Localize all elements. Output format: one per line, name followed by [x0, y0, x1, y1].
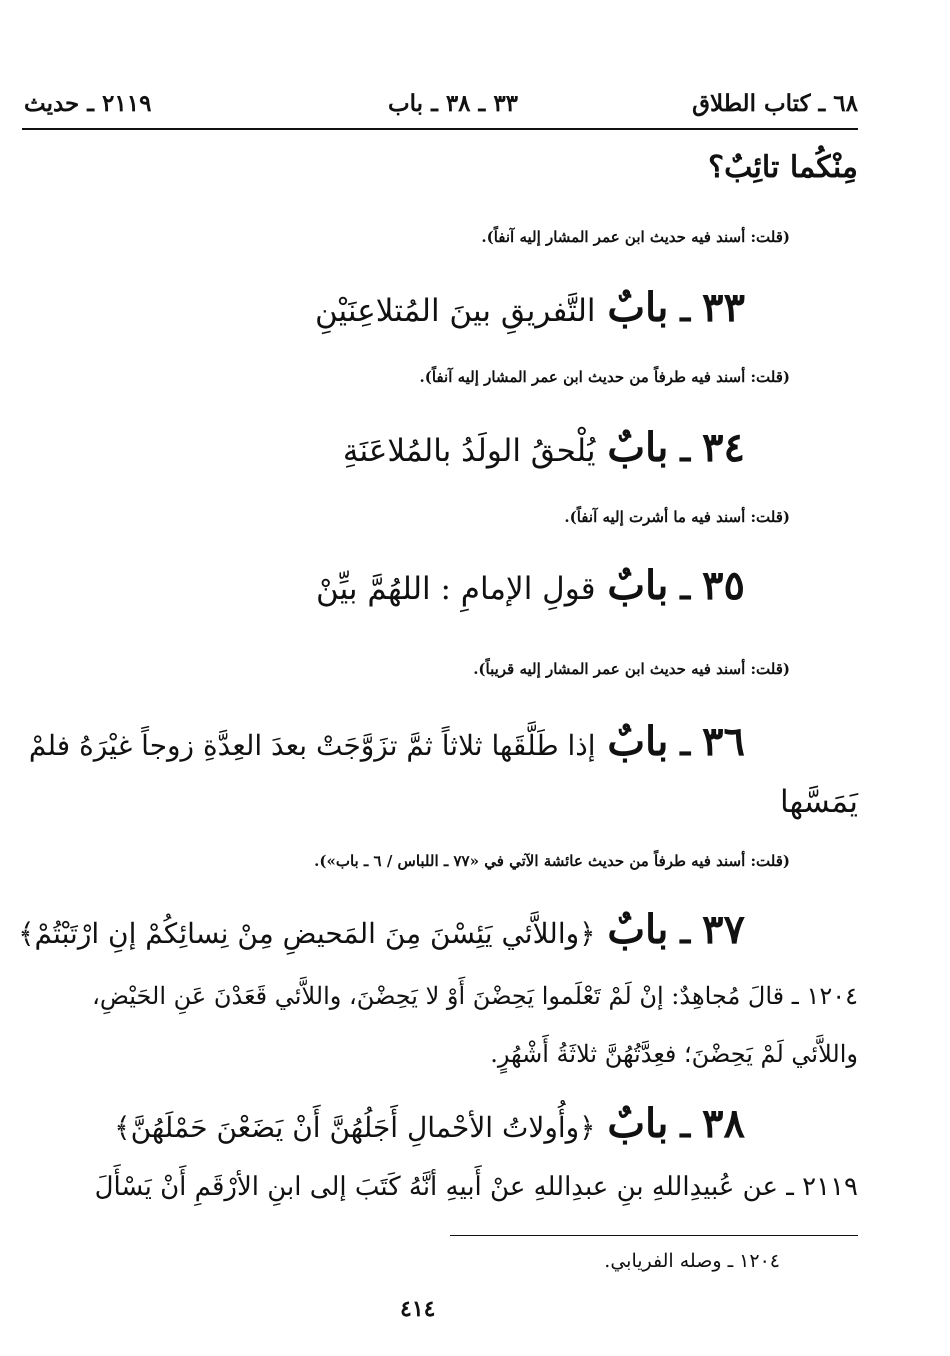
- chapter-title: يُلْحقُ الولَدُ بالمُلاعَنَةِ: [342, 433, 596, 469]
- chapter-word: بابٌ: [607, 284, 669, 331]
- chapter-word: بابٌ: [607, 718, 669, 765]
- header-rule: [22, 128, 858, 130]
- chapter-number: ٣٦: [702, 718, 745, 765]
- footnote-rule: [450, 1235, 858, 1236]
- chapter-title: قولِ الإمامِ : اللهُمَّ بيِّنْ: [315, 571, 596, 607]
- chapter-word: بابٌ: [607, 906, 669, 953]
- running-header-chapters: ٣٣ ـ ٣٨ ـ باب: [388, 90, 519, 117]
- chapter-dash: ـ: [680, 568, 691, 608]
- page-number: ٤١٤: [400, 1296, 436, 1322]
- chapter-dash: ـ: [680, 1106, 691, 1146]
- chapter-36-heading: [29, 718, 745, 765]
- chapter-number: ٣٥: [702, 562, 745, 609]
- chapter-title: إذا طَلَّقَها ثلاثاً ثمَّ تزَوَّجَتْ بعدَ العِدَّةِ زوجاً غيْرَهُ فلمْ: [28, 729, 596, 762]
- chapter-word: بابٌ: [607, 424, 669, 471]
- paragraph-1204-line-2: واللاَّئي لَمْ يَحِضْنَ؛ فعِدَّتُهُنَّ ثلاثَةُ أَشْهُرٍ.: [490, 1040, 858, 1068]
- chapter-title: ﴿واللاَّئي يَئِسْنَ مِنَ المَحيضِ مِنْ نِسائِكُمْ إنِ ارْتَبْتُمْ﴾: [18, 917, 596, 950]
- note-5: (قلت: أسند فيه طرفاً من حديث عائشة الآتي في «٧٧ ـ اللباس / ٦ ـ باب»).: [314, 852, 790, 870]
- chapter-36-title-continued: يَمَسَّها: [780, 784, 858, 820]
- hadith-2119-line: ٢١١٩ ـ عن عُبيدِاللهِ بنِ عبدِاللهِ عنْ أَبيهِ أنَّهُ كَتَبَ إلى ابنِ الأرْقَمِ أَنْ يَسْأَلَ: [94, 1172, 858, 1202]
- chapter-dash: ـ: [680, 290, 691, 330]
- chapter-37-heading: [18, 906, 745, 953]
- continuation-line: مِنْكُما تائِبٌ؟: [708, 150, 858, 185]
- chapter-dash: ـ: [680, 430, 691, 470]
- paragraph-1204-line-1: ١٢٠٤ ـ قالَ مُجاهِدٌ: إنْ لَمْ تَعْلَموا يَحِضْنَ أَوْ لا يَحِضْنَ، واللاَّئي قَعَدْنَ عَنِ الحَيْضِ،: [92, 982, 858, 1010]
- running-header-book: ٦٨ ـ كتاب الطلاق: [692, 90, 858, 117]
- chapter-word: بابٌ: [607, 1100, 669, 1147]
- chapter-38-heading: [114, 1100, 745, 1147]
- chapter-title: التَّفريقِ بينَ المُتلاعِنَيْنِ: [314, 293, 596, 329]
- chapter-word: بابٌ: [607, 562, 669, 609]
- chapter-34-heading: [343, 424, 745, 471]
- note-1: (قلت: أسند فيه حديث ابن عمر المشار إليه آنفاً).: [481, 228, 790, 246]
- note-3: (قلت: أسند فيه ما أشرت إليه آنفاً).: [564, 508, 790, 526]
- chapter-number: ٣٤: [702, 424, 745, 471]
- chapter-dash: ـ: [680, 724, 691, 764]
- chapter-title: ﴿وأُولاتُ الأحْمالِ أَجَلُهُنَّ أَنْ يَضَعْنَ حَمْلَهُنَّ﴾: [114, 1111, 596, 1144]
- chapter-number: ٣٣: [702, 284, 745, 331]
- footnote: ١٢٠٤ ـ وصله الفريابي.: [604, 1250, 780, 1272]
- chapter-35-heading: [316, 562, 745, 609]
- note-2: (قلت: أسند فيه طرفاً من حديث ابن عمر المشار إليه آنفاً).: [419, 368, 790, 386]
- note-4: (قلت: أسند فيه حديث ابن عمر المشار إليه قريباً).: [473, 660, 790, 678]
- chapter-number: ٣٧: [702, 906, 745, 953]
- chapter-number: ٣٨: [702, 1100, 745, 1147]
- running-header-hadith: ٢١١٩ ـ حديث: [24, 90, 152, 117]
- chapter-33-heading: [315, 284, 745, 331]
- chapter-dash: ـ: [680, 912, 691, 952]
